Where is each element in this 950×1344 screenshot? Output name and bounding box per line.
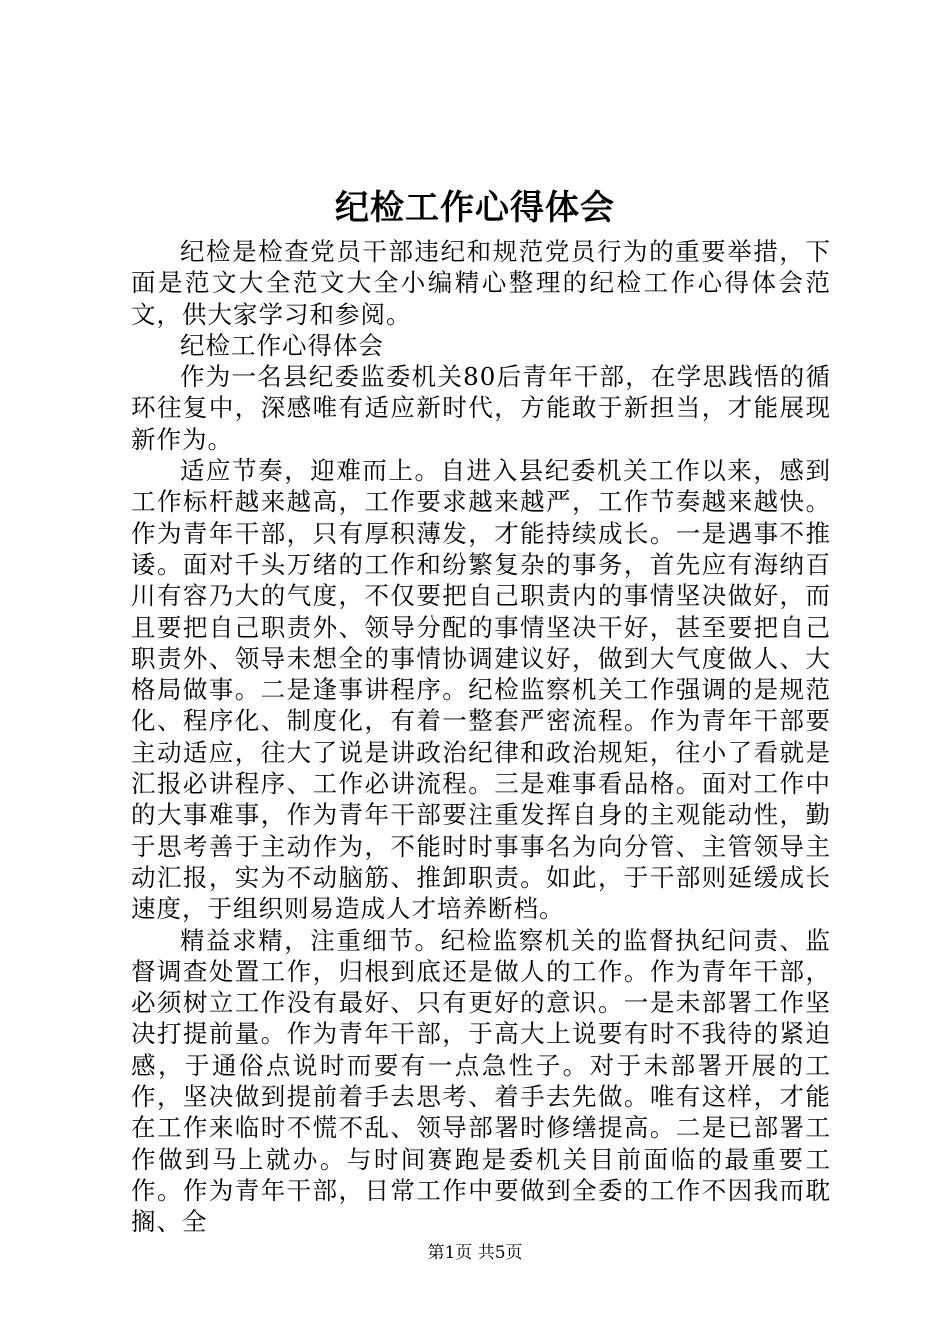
document-title: 纪检工作心得体会 bbox=[335, 188, 615, 228]
paragraph-opening: 作为一名县纪委监委机关80后青年干部，在学思践悟的循环往复中，深感唯有适应新时代，方能敢于新担当，才能展现新作为。 bbox=[131, 362, 831, 454]
paragraph-intro: 纪检是检查党员干部违纪和规范党员行为的重要举措，下面是范文大全范文大全小编精心整理的纪检工作心得体会范文，供大家学习和参阅。 bbox=[131, 237, 831, 329]
paragraph-attention-detail: 精益求精，注重细节。纪检监察机关的监督执纪问责、监督调查处置工作，归根到底还是做人的工作。作为青年干部，必须树立工作没有最好、只有更好的意识。一是未部署工作坚决打提前量。作为青年干部，于高大上说要有时不我待的紧迫感，于通俗点说时而要有一点急性子。对于未部署开展的工作，坚决做到提前着手去思考、着手去先做。唯有这样，才能在工作来临时不慌不乱、领导部署时修缮提高。二是已部署工作做到马上就办。与时间赛跑是委机关目前面临的最重要工作。作为青年干部，日常工作中要做到全委的工作不因我而耽搁、全 bbox=[131, 925, 831, 1237]
page-footer: 第1页 共5页 bbox=[427, 1243, 523, 1263]
paragraph-adapt-rhythm: 适应节奏，迎难而上。自进入县纪委机关工作以来，感到工作标杆越来越高，工作要求越来越严，工作节奏越来越快。作为青年干部，只有厚积薄发，才能持续成长。一是遇事不推诿。面对千头万绪的工作和纷繁复杂的事务，首先应有海纳百川有容乃大的气度，不仅要把自己职责内的事情坚决做好，而且要把自己职责外、领导分配的事情坚决干好，甚至要把自己职责外、领导未想全的事情协调建议好，做到大气度做人、大格局做事。二是逢事讲程序。纪检监察机关工作强调的是规范化、程序化、制度化，有着一整套严密流程。作为青年干部要主动适应，往大了说是讲政治纪律和政治规矩，往小了看就是汇报必讲程序、工作必讲流程。三是难事看品格。面对工作中的大事难事，作为青年干部要注重发挥自身的主观能动性，勤于思考善于主动作为，不能时时事事名为向分管、主管领导主动汇报，实为不动脑筋、推卸职责。如此，于干部则延缓成长速度，于组织则易造成人才培养断档。 bbox=[131, 456, 831, 924]
document-body bbox=[131, 236, 831, 1238]
paragraph-subtitle: 纪检工作心得体会 bbox=[180, 330, 384, 360]
